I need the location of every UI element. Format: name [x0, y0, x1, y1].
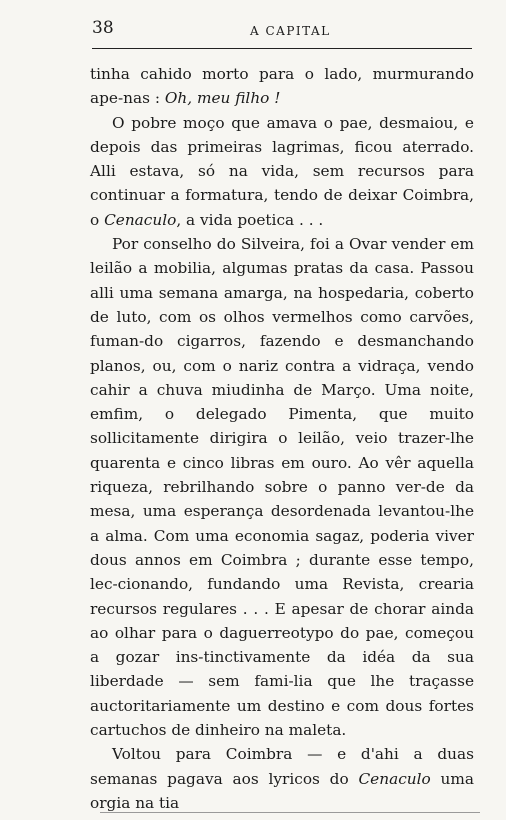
text-segment: , a vida poetica . . .	[176, 210, 324, 229]
page-header	[92, 18, 472, 49]
body-text	[90, 62, 474, 815]
italic-text: Cenaculo	[104, 210, 177, 229]
running-title: A CAPITAL	[250, 24, 331, 38]
text-segment: uma orgia na tia	[90, 769, 474, 812]
paragraph	[90, 742, 474, 815]
italic-text: Cenaculo	[358, 769, 431, 788]
paragraph	[90, 232, 474, 742]
paragraph	[90, 62, 474, 111]
text-segment: Por conselho do Silveira, foi a Ovar vender em leilão a mobilia, algumas pratas da casa. Passou alli uma semana amarga, na hospedaria, coberto de luto, com os olhos vermelhos como carvões, fuman-do cigarros, fazendo e desmanchando planos, ou, com o nariz contra a vidraça, vendo cahir a chuva miudinha de Março. Uma noite, emfim, o delegado Pimenta, que muito sollicitamente dirigira o leilão, veio trazer-lhe quarenta e cinco libras em ouro. Ao vêr aquella riqueza, rebrilhando sobre o panno ver-de da mesa, uma esperança desordenada levantou-lhe a alma. Com uma economia sagaz, poderia viver dous annos em Coimbra ; durante esse tempo, lec-cionando, fundando uma Revista, crearia recursos regulares . . . E apesar de chorar ainda ao olhar para o daguerreotypo do pae, começou a gozar ins-tinctivamente da idéa da sua liberdade — sem fami-lia que lhe traçasse auctoritariamente um destino e com dous fortes cartuchos de dinheiro na maleta.	[90, 235, 474, 740]
paragraph	[90, 111, 474, 232]
bottom-rule	[100, 812, 480, 813]
text-segment: O pobre moço que amava o pae, desmaiou, e depois das primeiras lagrimas, ficou aterrado. Alli estava, só na vida, sem recursos para continuar a formatura, tendo de deixar Coimbra, o	[90, 113, 474, 229]
italic-text: Oh, meu filho !	[164, 89, 281, 108]
page-number: 38	[92, 18, 114, 38]
text-segment: tinha cahido morto para o lado, murmurando ape-nas :	[90, 65, 474, 108]
text-segment: Voltou para Coimbra — e d'ahi a duas semanas pagava aos lyricos do	[90, 745, 474, 788]
